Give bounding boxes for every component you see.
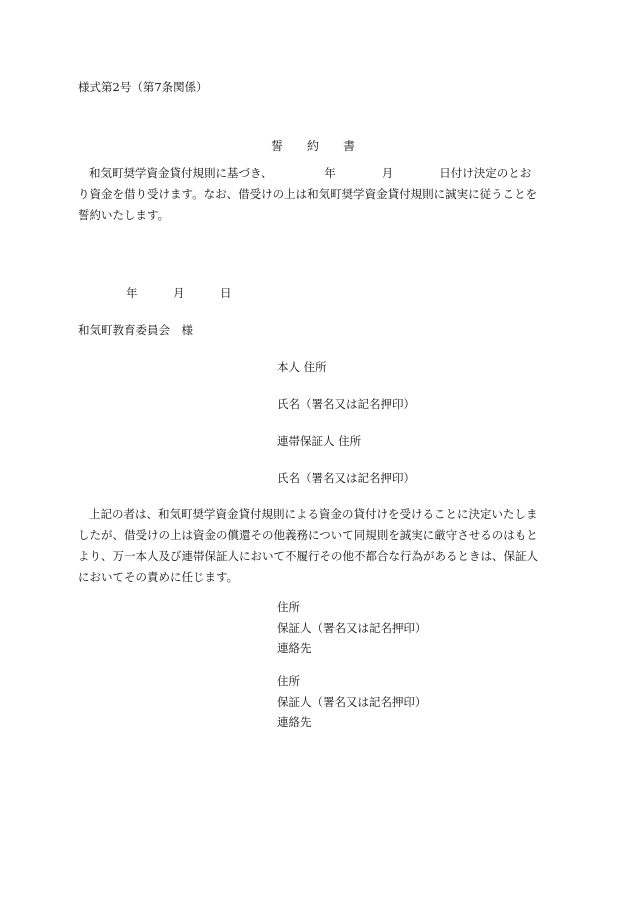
guarantor-contact-label: 連絡先 [277, 715, 312, 729]
date-day: 日 [220, 286, 232, 300]
intro-line: 和気町奨学資金貸付規則に基づき、 年 月 日付け決定のとお [89, 166, 532, 180]
guarantor-address-label: 住所 [277, 600, 300, 614]
guarantee-line: したが、借受けの上は資金の償還その他義務について同規則を誠実に厳守させるのはもと [78, 528, 538, 542]
guarantor-name-label: 保証人（署名又は記名押印） [277, 695, 427, 709]
intro-line: 誓約いたします。 [78, 208, 170, 222]
guarantee-line: 上記の者は、和気町奨学資金貸付規則による資金の貸付けを受けることに決定いたしま [89, 507, 538, 521]
guarantee-line: より、万一本人及び連帯保証人において不履行その他不都合な行為があるときは、保証人 [78, 549, 538, 563]
date-month: 月 [173, 286, 185, 300]
guarantor-contact-label: 連絡先 [277, 641, 312, 655]
form-number: 様式第2号（第7条関係） [78, 80, 208, 94]
document-title: 誓 約 書 [271, 139, 356, 153]
joint-guarantor-name-label: 氏名（署名又は記名押印） [277, 471, 415, 485]
addressee: 和気町教育委員会 様 [78, 323, 193, 337]
guarantee-line: においてその責めに任じます。 [78, 570, 239, 584]
principal-name-label: 氏名（署名又は記名押印） [277, 397, 415, 411]
guarantee-paragraph [78, 504, 552, 588]
guarantor-address-label: 住所 [277, 674, 300, 688]
intro-paragraph [78, 163, 552, 226]
date-year: 年 [126, 286, 138, 300]
intro-line: り資金を借り受けます。なお、借受けの上は和気町奨学資金貸付規則に誠実に従うことを [78, 187, 538, 201]
guarantor-name-label: 保証人（署名又は記名押印） [277, 621, 427, 635]
principal-address-label: 本人 住所 [277, 360, 327, 374]
joint-guarantor-address-label: 連帯保証人 住所 [277, 434, 362, 448]
